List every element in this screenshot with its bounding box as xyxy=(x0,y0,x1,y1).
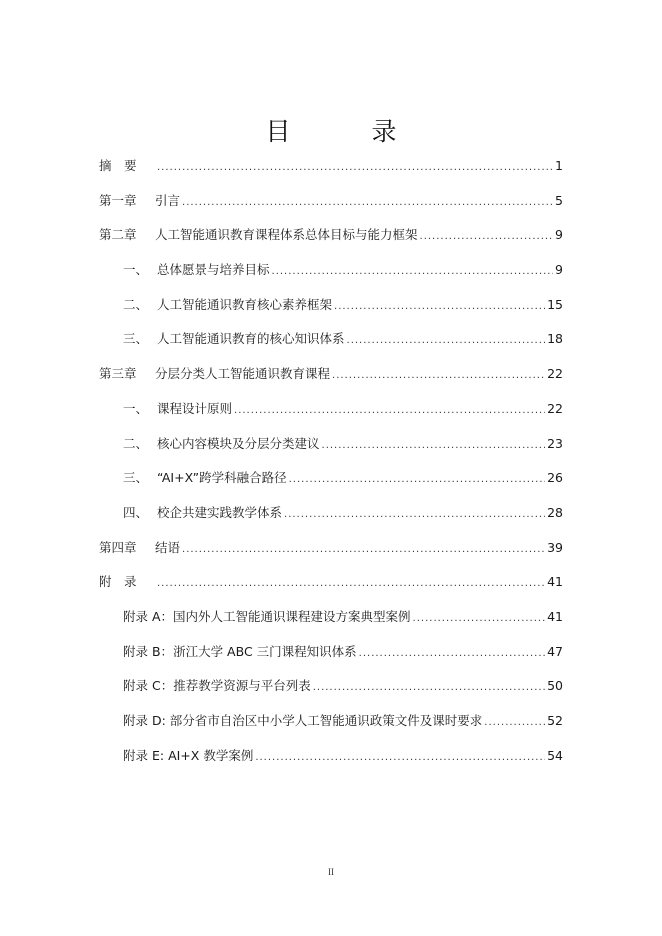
toc-entry-prefix: 附录 E: xyxy=(123,747,165,763)
toc-entry[interactable] xyxy=(99,362,563,397)
toc-entry-text: “AI+X”跨学科融合路径 xyxy=(157,470,287,486)
toc-entry-text: 人工智能通识教育的核心知识体系 xyxy=(157,331,345,347)
toc-entry[interactable] xyxy=(99,258,563,293)
toc-entry-text: 浙江大学 ABC 三门课程知识体系 xyxy=(173,643,357,659)
toc-entry-prefix: 摘 要 xyxy=(99,158,137,173)
toc-dot-leader xyxy=(182,538,545,562)
toc-entry-label xyxy=(123,293,332,317)
toc-entry[interactable] xyxy=(99,640,563,675)
toc-dot-leader xyxy=(347,329,546,353)
toc-entry-page: 22 xyxy=(547,366,563,382)
toc-dot-leader xyxy=(289,468,545,492)
toc-entry[interactable] xyxy=(99,570,563,605)
toc-entry-prefix: 一、 xyxy=(123,262,149,278)
toc-entry-prefix: 三、 xyxy=(123,470,149,486)
toc-dot-leader xyxy=(332,364,545,388)
toc-entry-prefix: 第四章 xyxy=(99,539,137,555)
toc-entry-text: 课程设计原则 xyxy=(157,400,233,416)
toc-entry-prefix: 四、 xyxy=(123,504,149,520)
toc-dot-leader xyxy=(322,434,546,458)
toc-dot-leader xyxy=(420,225,554,249)
toc-entry-text: 引言 xyxy=(155,192,181,208)
toc-entry-prefix: 附录 D: xyxy=(123,713,166,728)
toc-entry-label xyxy=(99,570,155,594)
toc-entry-label xyxy=(99,362,330,386)
toc-entry-prefix: 附 录 xyxy=(99,574,137,590)
toc-entry-text: 人工智能通识教育课程体系总体目标与能力框架 xyxy=(155,227,418,243)
toc-entry-label xyxy=(123,744,253,768)
toc-entry-label xyxy=(99,536,180,560)
toc-entry-text: 校企共建实践教学体系 xyxy=(157,504,283,520)
toc-entry[interactable] xyxy=(99,154,563,189)
toc-entry-prefix: 第二章 xyxy=(99,227,137,243)
toc-entry[interactable] xyxy=(99,223,563,258)
toc-entry-label xyxy=(123,709,482,733)
toc-entry-prefix: 附录 C： xyxy=(123,678,174,694)
toc-entry-label xyxy=(123,501,282,525)
toc-entry-page: 26 xyxy=(547,470,563,486)
toc-list xyxy=(99,154,563,778)
toc-entry-text: 人工智能通识教育核心素养框架 xyxy=(157,296,333,312)
toc-entry-prefix: 二、 xyxy=(123,435,149,451)
toc-entry-page: 23 xyxy=(547,435,563,451)
toc-entry-page: 15 xyxy=(547,296,563,312)
toc-entry[interactable] xyxy=(99,293,563,328)
toc-entry-label xyxy=(123,258,270,282)
toc-dot-leader xyxy=(157,572,545,596)
toc-entry[interactable] xyxy=(99,709,563,744)
toc-entry-page: 41 xyxy=(547,608,563,624)
toc-entry[interactable] xyxy=(99,397,563,432)
toc-entry-page: 9 xyxy=(555,262,563,278)
toc-entry-label xyxy=(123,432,320,456)
toc-entry[interactable] xyxy=(99,189,563,224)
toc-entry[interactable] xyxy=(99,536,563,571)
toc-dot-leader xyxy=(334,295,545,319)
toc-entry-prefix: 一、 xyxy=(123,400,149,416)
toc-entry-page: 52 xyxy=(547,713,563,728)
toc-entry-text: 结语 xyxy=(155,539,181,555)
toc-entry-text: 国内外人工智能通识课程建设方案典型案例 xyxy=(173,608,411,624)
toc-entry[interactable] xyxy=(99,744,563,779)
toc-entry-page: 39 xyxy=(547,539,563,555)
toc-entry-page: 50 xyxy=(547,678,563,694)
toc-entry-prefix: 附录 A： xyxy=(123,608,174,624)
toc-dot-leader xyxy=(272,260,554,284)
toc-dot-leader xyxy=(413,607,546,631)
toc-dot-leader xyxy=(182,191,553,215)
toc-entry[interactable] xyxy=(99,605,563,640)
toc-dot-leader xyxy=(234,399,545,423)
toc-entry-prefix: 附录 B： xyxy=(123,643,174,659)
toc-entry[interactable] xyxy=(99,674,563,709)
toc-entry-text: 部分省市自治区中小学人工智能通识政策文件及课时要求 xyxy=(165,713,483,728)
toc-entry-text: 总体愿景与培养目标 xyxy=(157,262,270,278)
toc-dot-leader xyxy=(359,642,545,666)
toc-entry-label xyxy=(123,605,411,629)
toc-entry-prefix: 第一章 xyxy=(99,192,137,208)
toc-entry-prefix: 二、 xyxy=(123,296,149,312)
footer-page-number: II xyxy=(328,867,334,877)
toc-entry-page: 9 xyxy=(555,227,563,243)
toc-entry[interactable] xyxy=(99,501,563,536)
toc-entry-label xyxy=(123,466,287,490)
toc-entry-label xyxy=(123,397,232,421)
toc-entry-text: AI+X 教学案例 xyxy=(164,747,254,763)
toc-dot-leader xyxy=(255,746,545,770)
toc-entry-page: 28 xyxy=(547,504,563,520)
toc-dot-leader xyxy=(484,711,545,735)
toc-entry[interactable] xyxy=(99,466,563,501)
toc-entry[interactable] xyxy=(99,432,563,467)
toc-entry-label xyxy=(99,189,180,213)
toc-entry-text: 分层分类人工智能通识教育课程 xyxy=(155,366,331,382)
toc-dot-leader xyxy=(313,676,545,700)
toc-entry-text: 推荐教学资源与平台列表 xyxy=(173,678,311,694)
toc-entry-page: 5 xyxy=(555,192,563,208)
toc-entry-text: 核心内容模块及分层分类建议 xyxy=(157,435,320,451)
toc-title: 目 录 xyxy=(265,117,425,146)
toc-dot-leader xyxy=(157,156,553,180)
toc-entry-label xyxy=(99,223,418,247)
toc-dot-leader xyxy=(284,503,545,527)
toc-entry-page: 22 xyxy=(547,400,563,416)
toc-entry[interactable] xyxy=(99,327,563,362)
toc-entry-prefix: 第三章 xyxy=(99,366,137,382)
toc-entry-page: 47 xyxy=(547,643,563,659)
toc-entry-page: 1 xyxy=(555,158,563,173)
toc-entry-label xyxy=(123,640,357,664)
toc-entry-page: 18 xyxy=(547,331,563,347)
toc-entry-page: 54 xyxy=(547,747,563,763)
toc-entry-label xyxy=(99,154,155,178)
toc-entry-page: 41 xyxy=(547,574,563,590)
toc-entry-label xyxy=(123,327,345,351)
toc-entry-prefix: 三、 xyxy=(123,331,149,347)
toc-entry-label xyxy=(123,674,311,698)
